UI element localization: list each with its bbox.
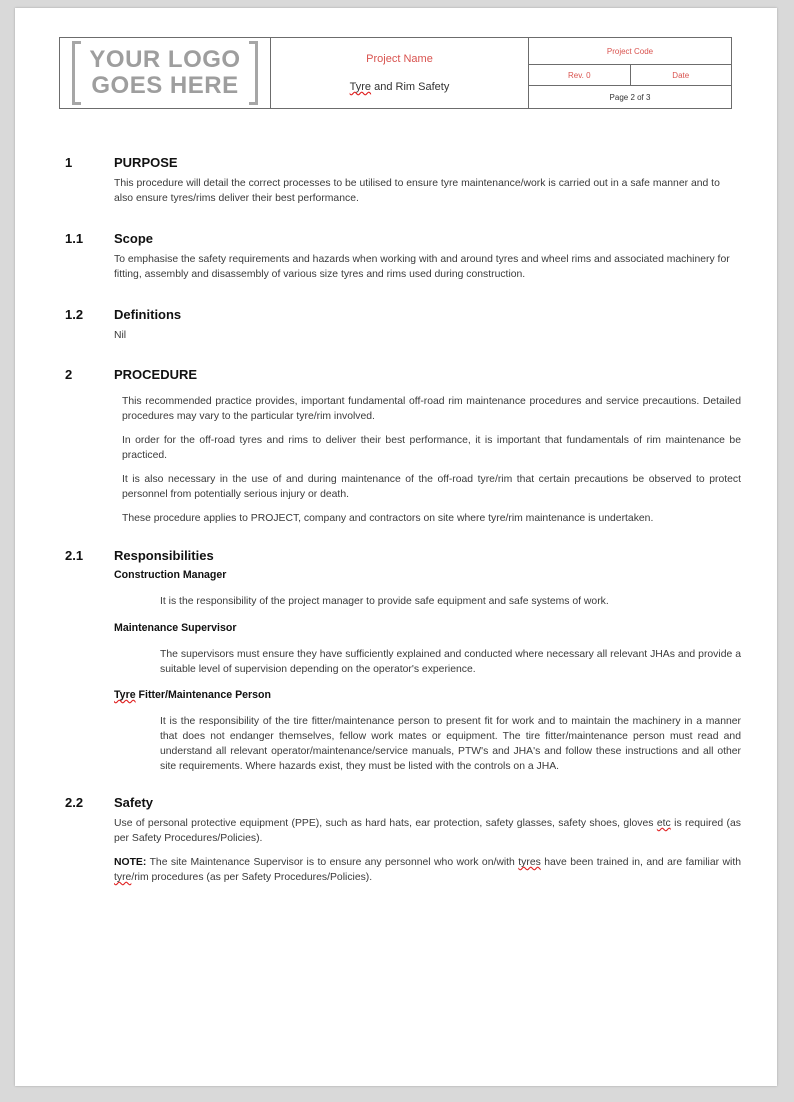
- rev-date-row: [529, 65, 731, 86]
- section-title: Scope: [114, 231, 154, 246]
- subheading-rest: Fitter/Maintenance Person: [135, 689, 271, 701]
- tyre-word-misspelled: Tyre: [114, 689, 136, 701]
- title-word-misspelled: Tyre: [349, 81, 372, 93]
- subheading-construction-manager: Construction Manager: [114, 569, 227, 581]
- note-label: NOTE:: [114, 857, 147, 868]
- document-page: [15, 8, 777, 1086]
- procedure-para-1: This recommended practice provides, important fundamental off-road rim maintenance procedures and service precautions. Detailed procedures may vary to the particular tyre/rim involved.: [122, 396, 741, 422]
- project-code: Project Code: [529, 38, 731, 65]
- title-cell: [271, 38, 529, 108]
- note-text-1: The site Maintenance Supervisor is to ensure any personnel who work on/with: [146, 857, 519, 868]
- section-title: PROCEDURE: [114, 367, 198, 382]
- section-number: 1.1: [65, 231, 84, 246]
- section-number: 2.1: [65, 548, 84, 563]
- section-heading-definitions: [65, 307, 741, 322]
- section-number: 1: [65, 155, 73, 170]
- project-name: Project Name: [366, 53, 433, 65]
- document-body: [65, 155, 741, 885]
- section-heading-responsibilities: [65, 548, 741, 563]
- title-rest: and Rim Safety: [371, 81, 450, 93]
- procedure-para-4: These procedure applies to PROJECT, company and contractors on site where tyre/rim maintenance is undertaken.: [122, 513, 654, 524]
- etc-misspelled: etc: [656, 818, 671, 829]
- revision: Rev. 0: [529, 65, 631, 85]
- safety-text-a: Use of personal protective equipment (PPE), such as hard hats, ear protection, safety glasses, safety shoes, gloves: [114, 818, 657, 829]
- tyres-misspelled: tyres: [518, 857, 541, 868]
- page-number: Page 2 of 3: [609, 92, 651, 102]
- scope-text: To emphasise the safety requirements and hazards when working with and around tyres and wheel rims and associated machinery for fitting, assembly and disassembly of various size tyres and rims used during construction.: [114, 254, 730, 280]
- definitions-text: Nil: [114, 330, 127, 341]
- logo-line-1: YOUR LOGO: [89, 46, 241, 73]
- tyre-fitter-text: It is the responsibility of the tire fitter/maintenance person to present fit for work and to maintain the machinery in a manner that does not endanger themselves, fellow work mates or equipment. The tire fitter/maintenance person must read and understand all relevant operator/maintenance/service manuals, PTW's and JHA's and follow these instructions and all other site requirements. Where hazards exist, they must be listed with the controls on a JHA.: [160, 716, 741, 772]
- maintenance-supervisor-text: The supervisors must ensure they have sufficiently explained and conducted where necessary all relevant JHAs and provide a suitable level of supervision depending on the operator's experience.: [160, 649, 741, 675]
- section-title: Safety: [114, 795, 154, 810]
- logo-placeholder: [72, 41, 258, 105]
- section-heading-safety: [65, 795, 741, 810]
- logo-line-2: GOES HERE: [91, 72, 239, 99]
- note-text-3: have been trained in, and are familiar with: [540, 857, 741, 868]
- section-heading-purpose: [65, 155, 741, 170]
- purpose-text: This procedure will detail the correct processes to be utilised to ensure tyre maintenance/work is carried out in a safe manner and to also ensure tyres/rims deliver their best performance.: [114, 178, 720, 204]
- subheading-tyre-fitter: [114, 689, 741, 701]
- safety-text: [114, 816, 741, 846]
- document-title: [350, 81, 450, 93]
- construction-manager-text: It is the responsibility of the project manager to provide safe equipment and safe systems of work.: [160, 596, 609, 607]
- header-table: [59, 37, 732, 109]
- safety-note: [114, 855, 741, 885]
- procedure-para-3: It is also necessary in the use of and during maintenance of the off-road tyre/rim that certain precautions be observed to protect personnel from potentially serious injury or death.: [122, 474, 741, 500]
- section-title: Responsibilities: [114, 548, 214, 563]
- section-number: 2: [65, 367, 73, 382]
- meta-cell: [529, 38, 731, 108]
- procedure-para-2: In order for the off-road tyres and rims to deliver their best performance, it is important that fundamentals of rim maintenance be practiced.: [122, 435, 741, 461]
- section-heading-scope: [65, 231, 741, 246]
- section-title: PURPOSE: [114, 155, 178, 170]
- tyre-misspelled: tyre: [114, 872, 132, 883]
- subheading-maintenance-supervisor: Maintenance Supervisor: [114, 622, 237, 634]
- section-title: Definitions: [114, 307, 182, 322]
- date-label: Date: [672, 70, 690, 80]
- section-heading-procedure: [65, 367, 741, 382]
- section-number: 1.2: [65, 307, 84, 322]
- note-text-5: /rim procedures (as per Safety Procedures/Policies).: [131, 872, 373, 883]
- section-number: 2.2: [65, 795, 84, 810]
- logo-cell: [60, 38, 271, 108]
- safety-text-c: is required (as per Safety Procedures/Policies).: [114, 818, 741, 844]
